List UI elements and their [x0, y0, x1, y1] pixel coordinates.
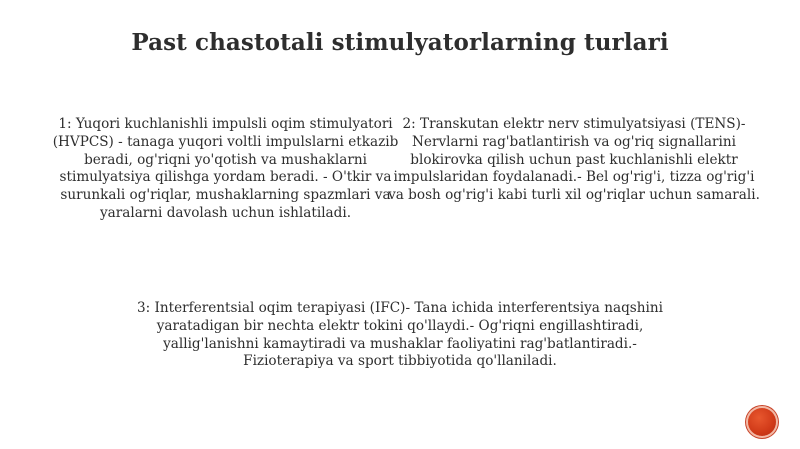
paragraph-tens: 2: Transkutan elektr nerv stimulyatsiyasi (TENS)- Nervlarni rag'batlantirish va og'riq signallarini blokirovka qilish uchun past kuchlanishli elektr impulslaridan foydalanadi.- Bel og'rig'i, tizza og'rig'i va bosh og'rig'i kabi turli xil og'riqlar uchun samarali. — [388, 116, 760, 204]
next-slide-circle-icon[interactable] — [748, 408, 776, 436]
slide-title: Past chastotali stimulyatorlarning turlari — [131, 29, 669, 56]
paragraph-ifc: 3: Interferentsial oqim terapiyasi (IFC)- Tana ichida interferentsiya naqshini yaratadigan bir nechta elektr tokini qo'llaydi.- Og'riqni engillashtiradi, yallig'lanishni kamaytiradi va mushaklar faoliyatini rag'batlantiradi.- Fizioterapiya va sport tibbiyotida qo'llaniladi. — [137, 300, 663, 370]
paragraph-hvpcs: 1: Yuqori kuchlanishli impulsli oqim stimulyatori (HVPCS) - tanaga yuqori voltli impulslarni etkazib beradi, og'riqni yo'qotish va mushaklarni stimulyatsiya qilishga yordam beradi. - O'tkir va surunkali og'riqlar, mushaklarning spazmlari va yaralarni davolash uchun ishlatiladi. — [52, 116, 399, 221]
